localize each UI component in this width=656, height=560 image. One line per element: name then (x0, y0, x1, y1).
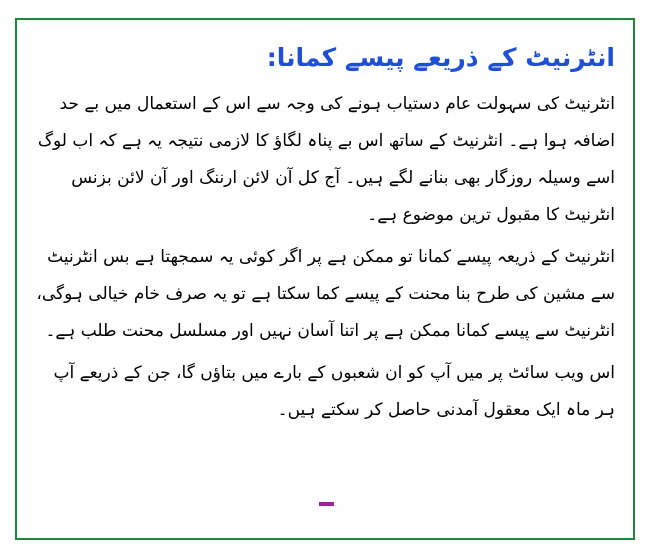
paragraph-website: اس ویب سائٹ پر میں آپ کو ان شعبوں کے بارے میں بتاؤں گا، جن کے ذریعے آپ ہر ماہ ایک معقول آمدنی حاصل کر سکتے ہیں۔ (53, 363, 615, 420)
paragraph-effort: انٹرنیٹ کے ذریعہ پیسے کمانا تو ممکن ہے پر اگر کوئی یہ سمجھتا ہے بس انٹرنیٹ سے مشین کی طرح بنا محنت کے پیسے کما سکتا ہے تو یہ صرف خام خیالی ہوگی، انٹرنیٹ سے پیسے کمانا ممکن ہے پر اتنا آسان نہیں اور مسلسل محنت طلب ہے۔ (36, 247, 615, 341)
article-frame (15, 18, 635, 540)
paragraph-intro: انٹرنیٹ کی سہولت عام دستیاب ہونے کی وجہ سے اس کے استعمال میں بے حد اضافہ ہوا ہے۔ انٹرنیٹ کے ساتھ اس بے پناہ لگاؤ کا لازمی نتیجہ یہ ہے کہ اب لوگ اسے وسیلہ روزگار بھی بنانے لگے ہیں۔ آج کل آن لائن ارننگ اور آن لائن بزنس انٹرنیٹ کا مقبول ترین موضوع ہے۔ (37, 94, 615, 225)
article-body (17, 20, 633, 429)
end-marker (319, 502, 334, 506)
article-heading: انٹرنیٹ کے ذریعے پیسے کمانا: (266, 43, 615, 72)
